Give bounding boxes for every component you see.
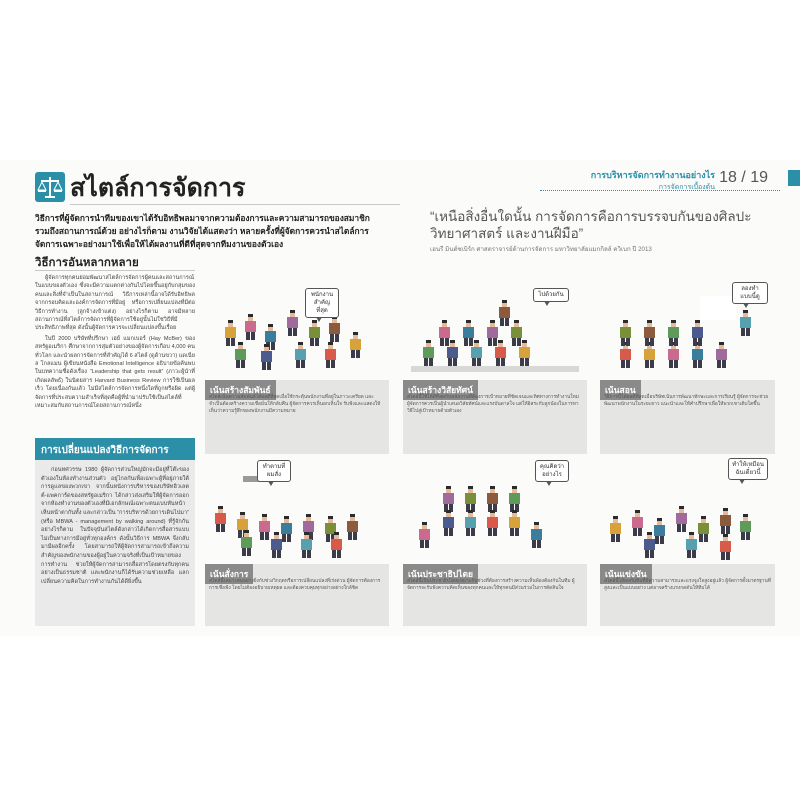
intro-paragraph: วิธีการที่ผู้จัดการนำทีมของเขาได้รับอิทธิพลมาจากความต้องการและความสามารถของสมาชิก รวมถึงสถานการณ์ด้วย อย่างไรก็ตาม งานวิจัยได้แสดงว่า หลายครั้งที่ผู้จัดการควรนำสไตล์การจัดการเฉพาะอย่างมาใช้เพื่อให้ได้ผลงานที่ดีที่สุดจากทีมงานของตัวเอง [35,213,370,249]
person-figure [487,486,498,512]
section-heading-approaches: วิธีการอันหลากหลาย [35,257,139,269]
person-figure [644,532,655,558]
panel-caption [205,380,389,454]
person-figure [350,332,361,358]
panel-label: เน้นสร้างวิสัยทัศน์ [403,380,478,400]
person-figure [716,342,727,368]
illustration-affiliative [205,280,389,380]
person-figure [443,510,454,536]
speech-bubble: พนักงานสำคัญที่สุด [305,288,339,318]
person-figure [610,516,621,542]
person-figure [720,534,731,560]
person-figure [225,320,236,346]
speech-bubble: ทำตามที่ผมสั่ง [257,460,291,482]
person-figure [241,530,252,556]
page-number: 18 / 19 [719,169,768,186]
speech-bubble: ทำให้เหมือนฉันเดี๋ยวนี้ [728,458,768,480]
panel-coaching [600,280,775,454]
panel-text: วิธีการนี้ได้ผลดีที่สุดเมื่อบริษัทเน้นการพัฒนาทักษะและการเรียนรู้ ผู้จัดการจะช่วยพัฒนาพนักงานในระยะยาว แนะนำและให้คำปรึกษาเพื่อให้พวกเขาเติบโตขึ้น [604,395,769,407]
panel-text: สไตล์นี้ได้ผลกับทีมที่มีความสามารถและแรงจูงใจสูงอยู่แล้ว ผู้จัดการตั้งมาตรฐานที่สูงและเป็นแบบอย่าง แต่อาจสร้างแรงกดดันให้ทีมได้ [604,579,771,591]
person-figure [463,320,474,346]
person-figure [419,522,430,548]
person-figure [740,310,751,336]
panel-label: เน้นประชาธิปไตย [403,564,478,584]
person-figure [287,310,298,336]
person-figure [740,514,751,540]
panel-label: เน้นแข่งขัน [600,564,652,584]
person-figure [654,518,665,544]
person-figure [632,510,643,536]
person-figure [720,508,731,534]
page-tab-marker [788,170,800,186]
person-figure [329,316,340,342]
quote-source: เฮนรี มินต์ซเบิร์ก ศาสตราจารย์ด้านการจัดการ มหาวิทยาลัยแมกกิลล์ ควิเบก ปี 2013 [430,246,652,253]
person-figure [531,522,542,548]
panel-pacesetting [600,456,775,626]
section-body-approaches [35,274,195,413]
running-head-rule [540,190,780,191]
panel-caption [205,564,389,626]
panel-text: สไตล์นี้ใช้ได้ดีที่สุดกับพนักงานที่ต้องการเป้าหมายที่ชัดเจนและทิศทางการทำงานใหม่ ผู้จัดการควรเป็นผู้นำเสนอวิสัยทัศน์และแรงบันดาลใจ แต่ให้อิสระกับลูกน้องในการหาวิธีไปสู่เป้าหมายด้วยตัวเอง [407,395,579,414]
person-figure [465,486,476,512]
panel-text: สไตล์นี้เหมาะสมอย่างยิ่งกับช่วงวิกฤตหรือการเปลี่ยนแปลงที่เร่งด่วน ผู้จัดการต้องการการเชื่อฟัง โดยไม่ต้องอธิบายเหตุผล และต้องควบคุมทุกอย่างอย่างใกล้ชิด [209,579,381,591]
panel-text: สไตล์นี้เป็นประชาธิปไตยเหมาะกับช่วงที่ต้องการสร้างความเห็นพ้องต้องกันในทีม ผู้จัดการจะรับฟังความคิดเห็นของทุกคนและให้ทุกคนมีส่วนร่วมในการตัดสินใจ [407,579,575,591]
person-figure [439,320,450,346]
person-figure [259,514,270,540]
book-spread [0,160,800,636]
person-figure [511,320,522,346]
person-figure [698,516,709,542]
page-title: สไตล์การจัดการ [70,173,246,202]
person-figure [443,486,454,512]
body-paragraph: ในปี 2000 บริษัทที่ปรึกษา เฮย์ แมกเบอร์ (Hay McBer) ของสหรัฐอเมริกา ศึกษาจากการสุ่มตัวอย่างของผู้จัดการเกือบ 4,000 คนทั่วโลก และนำผลการจัดการที่สำคัญได้ 6 สไตล์ (ดูด้านขวา) แดเนียล โกลแมน ผู้เขียนหนังสือ Emotional Intelligence อธิบายข้อค้นพบในบทความชื่อดังเรื่อง “Leadership that gets result” (ภาวะผู้นำที่เกิดผลลัพธ์) ในนิตยสาร Harvard Business Review การใช้เป็นผลเร็ว โดยเนื่องกันแล้ว ไม่มีสไตล์การจัดการหนึ่งใดที่ถูกหรือผิด แต่ผู้จัดการที่ประสบความสำเร็จที่สุดคือผู้ที่นำมาปรับใช้เป็นสไตล์ที่เหมาะสมกับสถานการณ์โดยสถานการณ์หนึ่ง [35,335,196,410]
person-figure [676,506,687,532]
person-figure [271,532,282,558]
person-figure [215,506,226,532]
title-rule [70,204,400,205]
person-figure [499,300,510,326]
person-figure [487,320,498,346]
sidebar-box-changing-methods [35,438,195,626]
person-figure [423,340,434,366]
person-figure [465,510,476,536]
panel-visionary [403,280,587,454]
running-head-title: การบริหารจัดการทำงานอย่างไร [590,170,715,180]
panel-affiliative [205,280,389,454]
person-figure [487,510,498,536]
person-figure [281,516,292,542]
person-figure [509,486,520,512]
person-figure [261,344,272,370]
running-head-sub: การจัดการเบื้องต้น [658,184,715,191]
person-figure [245,314,256,340]
person-figure [347,514,358,540]
person-figure [509,510,520,536]
panel-label: เน้นสอน [600,380,641,400]
person-figure [309,320,320,346]
whiteboard [700,296,736,320]
panel-text: สไตล์เน้นความสัมพันธ์ได้ผลดีที่สุดเมื่อใช้กระตุ้นพนักงานที่อยู่ในภาวะเครียด และจำเป็นต้องสร้างความเชื่อมั่นให้กลับคืน ผู้จัดการควรเห็นอกเห็นใจ รับฟังและแสดงให้เห็นว่าความรู้สึกของพนักงานมีความหมาย [209,395,381,414]
person-figure [686,532,697,558]
body-paragraph: ผู้จัดการทุกคนย่อมพัฒนาสไตล์การจัดการผู้คนและสถานการณ์ในแบบของตัวเอง ซึ่งจะมีความแตกต่างกันไปโดยขึ้นอยู่กับกลุ่มของคนและสิ่งที่จำเป็นในสถานการณ์ วิธีการเหล่านี้อาจได้รับอิทธิพลจากกรอบคิดและองค์การจัดการที่มีอยู่ หรือการเปลี่ยนแปลงที่มีต่อวิธีการทำงาน (ลูกจ้างเข้าแต่ง) อย่างไรก็ตาม อาจมีหลายสถานการณ์ที่สไตล์การจัดการที่ผู้จัดการใช้อยู่นั้นไม่ใช่วิธีที่มีประสิทธิภาพที่สุด ดังนั้นผู้จัดการควรจะเปลี่ยนแปลงขึ้นเรื่อย [35,275,195,332]
panel-label: เน้นสร้างสัมพันธ์ [205,380,276,400]
panel-coercive [205,456,389,626]
illustration-coercive [205,456,389,564]
sidebar-heading: การเปลี่ยนแปลงวิธีการจัดการ [35,438,195,460]
pull-quote: “เหนือสิ่งอื่นใดนั้น การจัดการคือการบรรจบกันของศิลปะ วิทยาศาสตร์ และงานฝีมือ” [430,209,752,241]
speech-bubble: ไปด้วยกัน [533,288,569,302]
panel-caption [600,380,775,454]
speech-bubble: ลองทำแบบนี้ดู [732,282,768,304]
panel-caption [600,564,775,626]
scales-of-justice-icon [35,172,65,202]
section-rule [35,270,195,271]
person-figure [295,342,306,368]
panel-democratic [403,456,587,626]
person-figure [325,342,336,368]
panel-label: เน้นสั่งการ [205,564,253,584]
sidebar-body: ก่อนทศวรรษ 1980 ผู้จัดการส่วนใหญ่มักจะมีอยู่ที่โต๊ะของตัวเองในห้องทำงานส่วนตัว อยู่ไกลกันเพื่อเฉพาะผู้ที่อยู่ภายใต้การดูแลของพวกเขา จากนั้นหนังการบริหารของบริษัทฮิวเลตต์-แพคการ์ดของสหรัฐอเมริกา ได้กล่าวส่งเสริมให้ผู้จัดการออกจากห้องทำงานของตัวเองที่มีเอกลักษณ์เฉพาะตนแบบหันหน้าเห็นหน้าตากันทั้ง และกล่าวเป็น “การบริหารด้วยการเดินไปมา” (หรือ MBWA - management by walking around) ที่รู้จักกัน อย่างไรก็ตาม ในปัจจุบันสไตล์ดังกล่าวได้เกิดการสื่อสารแบบไม่เป็นทางการมีอยู่ทั่วทุกองค์กร ดังนั้นวิธีการ MBWA จึงกลับมามีผลอีกครั้ง โดยสามารถให้ผู้จัดการสามารถเข้าถึงความสำคัญของพนักงานของผู้อยู่ในความจริงที่เป็นเป้าหมายของการทำงาน ช่วยให้ผู้จัดการสามารถสื่อสารโดยตรงกับทุกคนอย่างเป็นธรรมชาติ และพนักงานก็ได้รับความช่วยเหลือ แลกเปลี่ยนความคิดในการทำงานกันได้ดียิ่งขึ้น [41,467,189,585]
floor-line [411,366,579,372]
person-figure [235,342,246,368]
panel-caption [403,380,587,454]
speech-bubble: คุณคิดว่าอย่างไร [535,460,569,482]
panel-caption [403,564,587,626]
